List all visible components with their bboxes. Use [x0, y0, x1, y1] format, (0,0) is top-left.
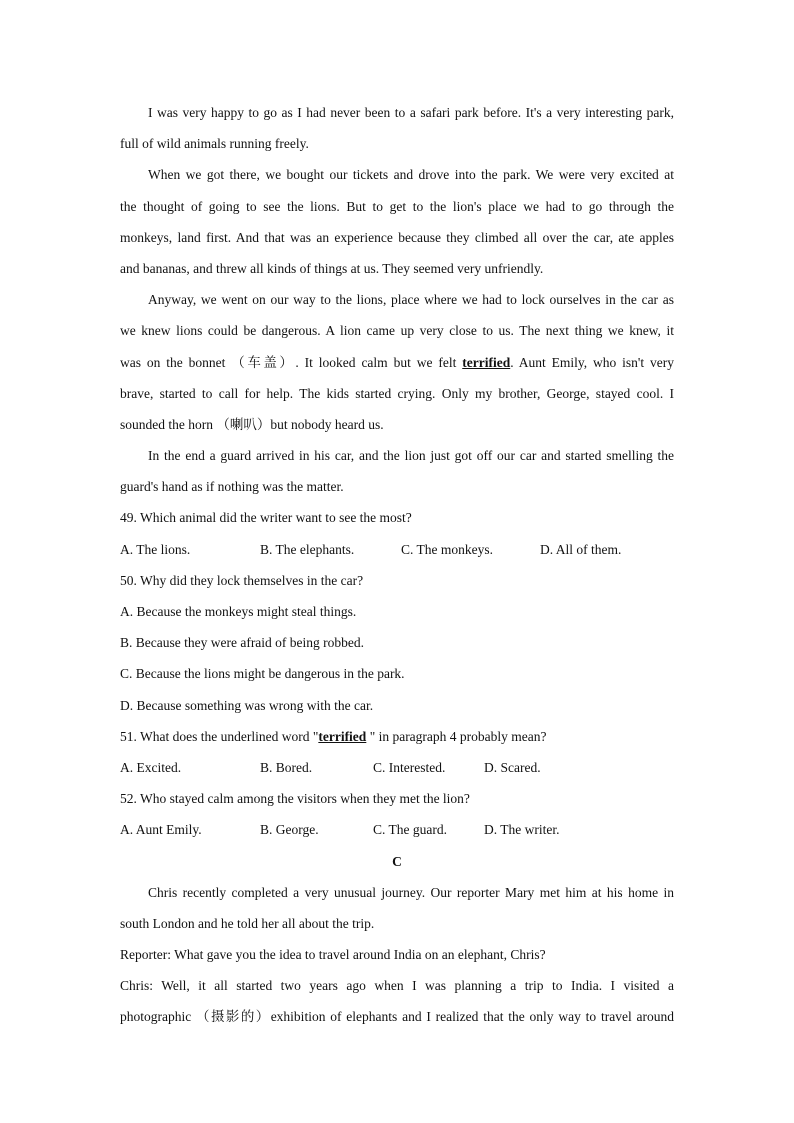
passage-line: Reporter: What gave you the idea to travel around India on an elephant, Chris?: [120, 947, 546, 963]
option-c: C. Interested.: [373, 759, 446, 775]
answer-options: [120, 752, 674, 783]
text-segment: " in paragraph 4 probably mean?: [366, 728, 547, 744]
passage-line: Chris: Well, it all started two years ago when I was planning a trip to India. I visited a: [120, 978, 674, 994]
passage-line: guard's hand as if nothing was the matter.: [120, 479, 344, 495]
option-d: D. Because something was wrong with the car.: [120, 697, 374, 713]
text-segment: . Aunt Emily, who isn't very: [510, 354, 674, 370]
option-c: C. The monkeys.: [401, 541, 493, 557]
option-d: D. Scared.: [484, 759, 541, 775]
passage-line: full of wild animals running freely.: [120, 136, 309, 152]
passage-line: Anyway, we went on our way to the lions, place where we had to lock ourselves in the car as: [148, 292, 674, 308]
passage-line: sounded the horn （喇叭）but nobody heard us.: [120, 416, 384, 432]
underlined-word: terrified: [462, 354, 511, 370]
question-stem: [120, 721, 674, 752]
option-a: A. The lions.: [120, 541, 191, 557]
passage-line: Chris recently completed a very unusual journey. Our reporter Mary met him at his home in: [148, 884, 674, 900]
question-stem: 50. Why did they lock themselves in the car?: [120, 572, 364, 588]
document-page: [120, 97, 674, 1033]
question-stem: 49. Which animal did the writer want to see the most?: [120, 510, 412, 526]
option-a: A. Because the monkeys might steal things.: [120, 604, 357, 619]
option-b: B. Because they were afraid of being robbed.: [120, 635, 365, 651]
passage-line: I was very happy to go as I had never been to a safari park before. It's a very interesting park,: [148, 105, 674, 120]
passage-line: and bananas, and threw all kinds of things at us. They seemed very unfriendly.: [120, 260, 544, 276]
option-d: D. All of them.: [540, 541, 622, 557]
option-b: B. Bored.: [260, 759, 313, 775]
option-c: C. The guard.: [373, 822, 447, 838]
section-heading: C: [392, 853, 402, 869]
passage-line: we knew lions could be dangerous. A lion came up very close to us. The next thing we knew, it: [120, 323, 674, 339]
option-b: B. George.: [260, 822, 319, 838]
answer-options: [120, 814, 674, 845]
passage-line: photographic （摄影的）exhibition of elephants and I realized that the only way to travel around: [120, 1009, 674, 1025]
option-d: D. The writer.: [484, 822, 560, 838]
option-a: A. Excited.: [120, 759, 182, 775]
passage-line: When we got there, we bought our tickets and drove into the park. We were very excited at: [148, 167, 674, 183]
answer-options: [120, 534, 674, 565]
passage-line: [120, 347, 674, 378]
passage-line: brave, started to call for help. The kids started crying. Only my brother, George, stayed cool. I: [120, 385, 674, 401]
passage-line: south London and he told her all about the trip.: [120, 915, 375, 931]
text-segment: was on the bonnet （车盖）. It looked calm but we felt: [120, 354, 463, 370]
option-c: C. Because the lions might be dangerous in the park.: [120, 666, 405, 682]
underlined-word: terrified: [318, 728, 367, 744]
option-a: A. Aunt Emily.: [120, 822, 202, 838]
passage-line: In the end a guard arrived in his car, and the lion just got off our car and started smelling the: [148, 448, 674, 464]
text-segment: 51. What does the underlined word ": [120, 728, 319, 744]
option-b: B. The elephants.: [260, 541, 355, 557]
passage-line: the thought of going to see the lions. But to get to the lion's place we had to go through the: [120, 198, 674, 214]
passage-line: monkeys, land first. And that was an experience because they climbed all over the car, ate apples: [120, 229, 674, 245]
question-stem: 52. Who stayed calm among the visitors when they met the lion?: [120, 791, 470, 807]
